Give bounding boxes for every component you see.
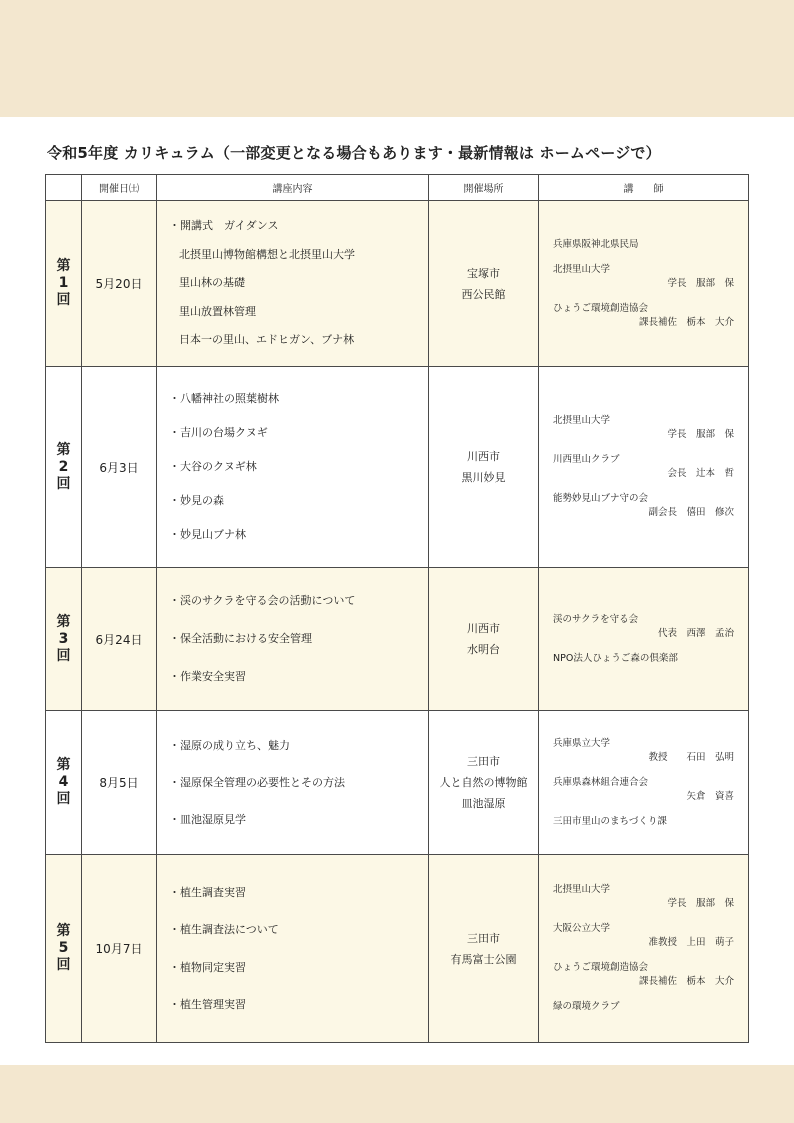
lecturer-person: 矢倉 資喜: [686, 790, 734, 802]
lecturer-entry: [553, 263, 734, 291]
content-item: 日本一の里山、エドヒガン、ブナ林: [179, 333, 355, 347]
session-lecturers: [539, 201, 749, 367]
lecturer-org: 川西里山クラブ: [553, 454, 620, 465]
lecturer-entry: [553, 492, 734, 520]
content-item: ・ 吉川の台場クヌギ: [169, 416, 428, 450]
session-lecturers: [539, 855, 749, 1043]
venue-line: 西公民館: [461, 287, 506, 301]
lecturer-entry: [553, 414, 734, 442]
lecturer-org: 兵庫県阪神北県民局: [553, 238, 639, 250]
table-row: [46, 711, 749, 855]
lecturer-entry: [553, 652, 734, 666]
lecturer-person: 学長 服部 保: [667, 898, 734, 909]
lecturer-person: 学長 服部 保: [667, 277, 734, 289]
content-item: ・ 妙見山ブナ林: [169, 518, 428, 552]
session-number-cell: [46, 201, 82, 367]
venue-line: 水明台: [467, 643, 500, 656]
session-date: 6月3日: [82, 367, 157, 568]
venue-line: 三田市: [467, 755, 500, 768]
venue-line: 三田市: [467, 931, 500, 945]
lecturer-org: 北摂里山大学: [553, 415, 611, 426]
session-number: 第4回: [56, 757, 71, 807]
lecturer-entry: [553, 776, 734, 804]
lecturer-entry: [553, 238, 734, 252]
session-number: 第1回: [56, 258, 71, 308]
lecturer-org: 三田市里山のまちづくり課: [553, 815, 667, 827]
lecturer-org: 緑の環境クラブ: [553, 1001, 620, 1012]
session-venue: [429, 201, 539, 367]
session-content: [157, 201, 429, 367]
session-venue: [429, 367, 539, 568]
table-row: [46, 568, 749, 711]
session-date: 6月24日: [82, 568, 157, 711]
table-row: [46, 367, 749, 568]
curriculum-table: [45, 174, 749, 1043]
session-date: 10月7日: [82, 855, 157, 1043]
content-item: ・ 大谷のクヌギ林: [169, 450, 428, 484]
lecturer-entry: [553, 302, 734, 330]
lecturer-org: NPO法人ひょうご森の倶楽部: [553, 652, 678, 664]
content-item: ・ 湿原保全管理の必要性とその方法: [169, 764, 428, 801]
content-item: ・ 作業安全実習: [169, 658, 428, 696]
table-header-row: [46, 175, 749, 201]
lecturer-entry: [553, 613, 734, 641]
venue-line: 黒川妙見: [461, 471, 506, 484]
lecturer-entry: [553, 737, 734, 765]
content-item: ・ 保全活動における安全管理: [169, 620, 428, 658]
session-number: 第2回: [56, 441, 71, 492]
venue-line: 川西市: [467, 450, 500, 463]
venue-line: 川西市: [467, 622, 500, 635]
content-item: 里山林の基礎: [179, 276, 245, 290]
content-item: ・ 植生調査実習: [169, 874, 428, 912]
venue-line: 有馬富士公園: [450, 952, 517, 966]
page-title: 令和5年度 カリキュラム（一部変更となる場合もあります・最新情報は ホームページで）: [47, 144, 661, 162]
session-content: [157, 568, 429, 711]
lecturer-person: 課長補佐 栃本 大介: [638, 976, 734, 987]
header-number: [46, 175, 82, 201]
session-venue: [429, 855, 539, 1043]
lecturer-org: ひょうご環境創造協会: [553, 302, 649, 314]
header-content: 講座内容: [157, 175, 429, 201]
lecturer-person: 課長補佐 栃本 大介: [638, 316, 734, 328]
lecturer-org: 兵庫県立大学: [553, 737, 611, 749]
session-content: [157, 711, 429, 855]
lecturer-entry: [553, 1000, 734, 1014]
session-number-cell: [46, 367, 82, 568]
lecturer-entry: [553, 922, 734, 950]
venue-line: 人と自然の博物館: [439, 776, 528, 789]
lecturer-person: 教授 石田 弘明: [648, 751, 734, 763]
lecturer-org: ひょうご環境創造協会: [553, 962, 649, 973]
lecturer-org: 北摂里山大学: [553, 263, 611, 275]
lecturer-org: 大阪公立大学: [553, 923, 611, 934]
session-number-cell: [46, 711, 82, 855]
lecturer-entry: [553, 883, 734, 911]
session-venue: [429, 568, 539, 711]
lecturer-org: 北摂里山大学: [553, 884, 611, 895]
session-venue: [429, 711, 539, 855]
session-content: [157, 367, 429, 568]
lecturer-person: 会長 辻本 哲: [667, 468, 734, 479]
content-item: ・ 植物同定実習: [169, 949, 428, 987]
lecturer-entry: [553, 961, 734, 989]
content-item: ・ 皿池湿原見学: [169, 801, 428, 838]
content-item: ・ 渓のサクラを守る会の活動について: [169, 582, 428, 620]
session-content: [157, 855, 429, 1043]
session-date: 5月20日: [82, 201, 157, 367]
lecturer-org: 渓のサクラを守る会: [553, 613, 639, 625]
header-date: 開催日㈯: [82, 175, 157, 201]
lecturer-person: 代表 西澤 孟治: [657, 627, 734, 639]
lecturer-person: 学長 服部 保: [667, 429, 734, 440]
venue-line: 皿池湿原: [461, 797, 506, 810]
content-item: 里山放置林管理: [179, 304, 256, 318]
lecturer-org: 能勢妙見山ブナ守の会: [553, 493, 649, 504]
content-item: 北摂里山博物館構想と北摂里山大学: [179, 247, 355, 261]
session-lecturers: [539, 568, 749, 711]
session-lecturers: [539, 711, 749, 855]
lecturer-person: 准教授 上田 萌子: [648, 937, 734, 948]
session-number-cell: [46, 568, 82, 711]
lecturer-person: 副会長 僖田 修次: [648, 507, 734, 518]
content-item: ・ 植生管理実習: [169, 986, 428, 1024]
session-date: 8月5日: [82, 711, 157, 855]
content-item: ・ 湿原の成り立ち、魅力: [169, 727, 428, 764]
session-number: 第3回: [56, 613, 71, 664]
header-lecturer: 講 師: [539, 175, 749, 201]
venue-line: 宝塚市: [467, 266, 500, 280]
content-item: ・ 植生調査法について: [169, 911, 428, 949]
lecturer-entry: [553, 815, 734, 829]
content-item: ・ 八幡神社の照葉樹林: [169, 382, 428, 416]
content-item: ・ 開講式 ガイダンス: [169, 212, 428, 241]
session-number: 第5回: [56, 923, 71, 973]
lecturer-entry: [553, 453, 734, 481]
header-venue: 開催場所: [429, 175, 539, 201]
table-row: [46, 855, 749, 1043]
session-lecturers: [539, 367, 749, 568]
content-item: ・ 妙見の森: [169, 484, 428, 518]
session-number-cell: [46, 855, 82, 1043]
lecturer-org: 兵庫県森林組合連合会: [553, 776, 649, 788]
table-row: [46, 201, 749, 367]
